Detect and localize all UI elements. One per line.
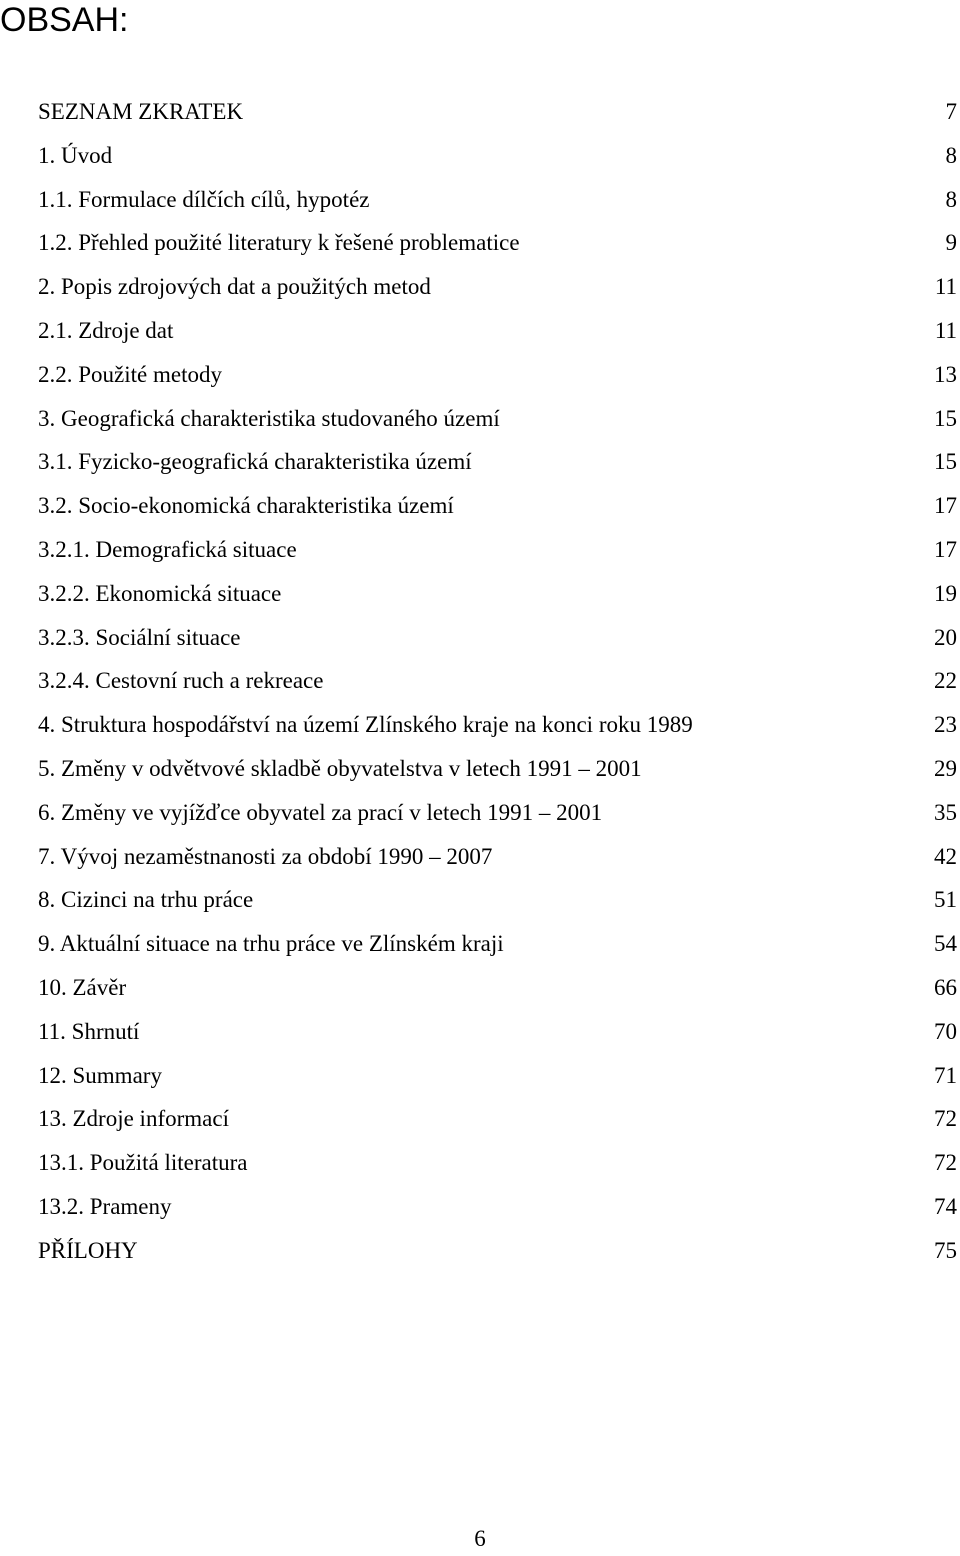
toc-entry-page: 13 bbox=[934, 361, 957, 387]
toc-entry-page: 9 bbox=[945, 230, 957, 256]
toc-entry[interactable] bbox=[38, 659, 960, 703]
toc-entry-title: 8. Cizinci na trhu práce bbox=[38, 887, 254, 913]
toc-entry[interactable] bbox=[38, 747, 960, 791]
toc-entry-title: 3. Geografická charakteristika studovaného území bbox=[38, 405, 500, 431]
toc-entry-page: 51 bbox=[934, 887, 957, 913]
toc-entry[interactable] bbox=[38, 922, 960, 966]
toc-entry-page: 8 bbox=[945, 186, 957, 212]
toc-entry-title: 1.2. Přehled použité literatury k řešené problematice bbox=[38, 230, 520, 256]
toc-entry-page: 72 bbox=[934, 1150, 957, 1176]
toc-entry-page: 42 bbox=[934, 843, 957, 869]
toc-entry[interactable] bbox=[38, 703, 960, 747]
toc-entry-page: 22 bbox=[934, 668, 957, 694]
toc-entry-page: 54 bbox=[934, 931, 957, 957]
toc-entry[interactable] bbox=[38, 835, 960, 879]
toc-entry-page: 74 bbox=[934, 1193, 957, 1219]
toc-entry[interactable] bbox=[38, 572, 960, 616]
toc-entry-title: 2.2. Použité metody bbox=[38, 361, 222, 387]
toc-entry-title: 3.2.1. Demografická situace bbox=[38, 536, 297, 562]
toc-entry-page: 66 bbox=[934, 974, 957, 1000]
toc-entry-page: 20 bbox=[934, 624, 957, 650]
toc-entry-title: 5. Změny v odvětvové skladbě obyvatelstva v letech 1991 – 2001 bbox=[38, 755, 642, 781]
toc-entry[interactable] bbox=[38, 178, 960, 222]
toc-entry[interactable] bbox=[38, 1010, 960, 1054]
toc-entry-title: SEZNAM ZKRATEK bbox=[38, 99, 244, 124]
toc-entry[interactable] bbox=[38, 791, 960, 835]
table-of-contents bbox=[38, 90, 960, 1273]
toc-entry[interactable] bbox=[38, 221, 960, 265]
toc-entry[interactable] bbox=[38, 878, 960, 922]
toc-entry-page: 15 bbox=[934, 449, 957, 475]
toc-entry-title: 1. Úvod bbox=[38, 142, 113, 168]
toc-entry-page: 35 bbox=[934, 799, 957, 825]
toc-entry-page: 72 bbox=[934, 1106, 957, 1132]
toc-entry-title: 3.1. Fyzicko-geografická charakteristika území bbox=[38, 449, 472, 475]
toc-entry-page: 17 bbox=[934, 536, 957, 562]
toc-entry[interactable] bbox=[38, 1185, 960, 1229]
toc-entry-page: 7 bbox=[945, 99, 957, 124]
toc-entry-title: 12. Summary bbox=[38, 1062, 162, 1088]
toc-entry-title: 13. Zdroje informací bbox=[38, 1106, 229, 1132]
toc-entry-page: 23 bbox=[934, 712, 957, 738]
toc-entry-page: 19 bbox=[934, 580, 957, 606]
toc-entry-title: 2.1. Zdroje dat bbox=[38, 317, 174, 343]
toc-entry-page: 70 bbox=[934, 1018, 957, 1044]
toc-entry[interactable] bbox=[38, 265, 960, 309]
toc-entry-title: 3.2.3. Sociální situace bbox=[38, 624, 241, 650]
toc-entry-title: 13.1. Použitá literatura bbox=[38, 1150, 248, 1176]
toc-entry-title: PŘÍLOHY bbox=[38, 1237, 138, 1263]
toc-entry[interactable] bbox=[38, 484, 960, 528]
toc-entry[interactable] bbox=[38, 1229, 960, 1273]
toc-entry-title: 6. Změny ve vyjížďce obyvatel za prací v letech 1991 – 2001 bbox=[38, 799, 603, 825]
toc-entry[interactable] bbox=[38, 1054, 960, 1098]
toc-entry-title: 3.2.4. Cestovní ruch a rekreace bbox=[38, 668, 324, 694]
toc-entry-title: 2. Popis zdrojových dat a použitých metod bbox=[38, 274, 431, 300]
toc-entry-title: 3.2. Socio-ekonomická charakteristika území bbox=[38, 493, 454, 519]
toc-entry[interactable] bbox=[38, 309, 960, 353]
toc-entry-title: 11. Shrnutí bbox=[38, 1018, 140, 1044]
toc-entry-title: 10. Závěr bbox=[38, 974, 127, 1000]
toc-entry[interactable] bbox=[38, 90, 960, 134]
page-number: 6 bbox=[474, 1526, 486, 1551]
toc-entry-page: 29 bbox=[934, 755, 957, 781]
toc-entry[interactable] bbox=[38, 397, 960, 441]
toc-entry-page: 11 bbox=[934, 317, 957, 343]
toc-entry[interactable] bbox=[38, 528, 960, 572]
toc-entry-page: 8 bbox=[945, 142, 957, 168]
toc-entry-title: 4. Struktura hospodářství na území Zlínského kraje na konci roku 1989 bbox=[38, 712, 693, 738]
toc-entry[interactable] bbox=[38, 1097, 960, 1141]
toc-entry[interactable] bbox=[38, 1141, 960, 1185]
toc-entry[interactable] bbox=[38, 966, 960, 1010]
toc-entry-page: 15 bbox=[934, 405, 957, 431]
toc-entry[interactable] bbox=[38, 353, 960, 397]
toc-entry[interactable] bbox=[38, 616, 960, 660]
toc-entry-page: 71 bbox=[934, 1062, 957, 1088]
page-title: OBSAH: bbox=[0, 1, 129, 39]
toc-entry-title: 3.2.2. Ekonomická situace bbox=[38, 580, 282, 606]
toc-entry-page: 75 bbox=[934, 1237, 957, 1263]
toc-entry-title: 9. Aktuální situace na trhu práce ve Zlínském kraji bbox=[38, 931, 504, 957]
toc-entry[interactable] bbox=[38, 440, 960, 484]
toc-entry-title: 13.2. Prameny bbox=[38, 1193, 172, 1219]
toc-entry[interactable] bbox=[38, 134, 960, 178]
toc-entry-page: 17 bbox=[934, 493, 957, 519]
toc-entry-title: 7. Vývoj nezaměstnanosti za období 1990 – 2007 bbox=[38, 843, 493, 869]
toc-entry-title: 1.1. Formulace dílčích cílů, hypotéz bbox=[38, 186, 370, 212]
toc-entry-page: 11 bbox=[934, 274, 957, 300]
